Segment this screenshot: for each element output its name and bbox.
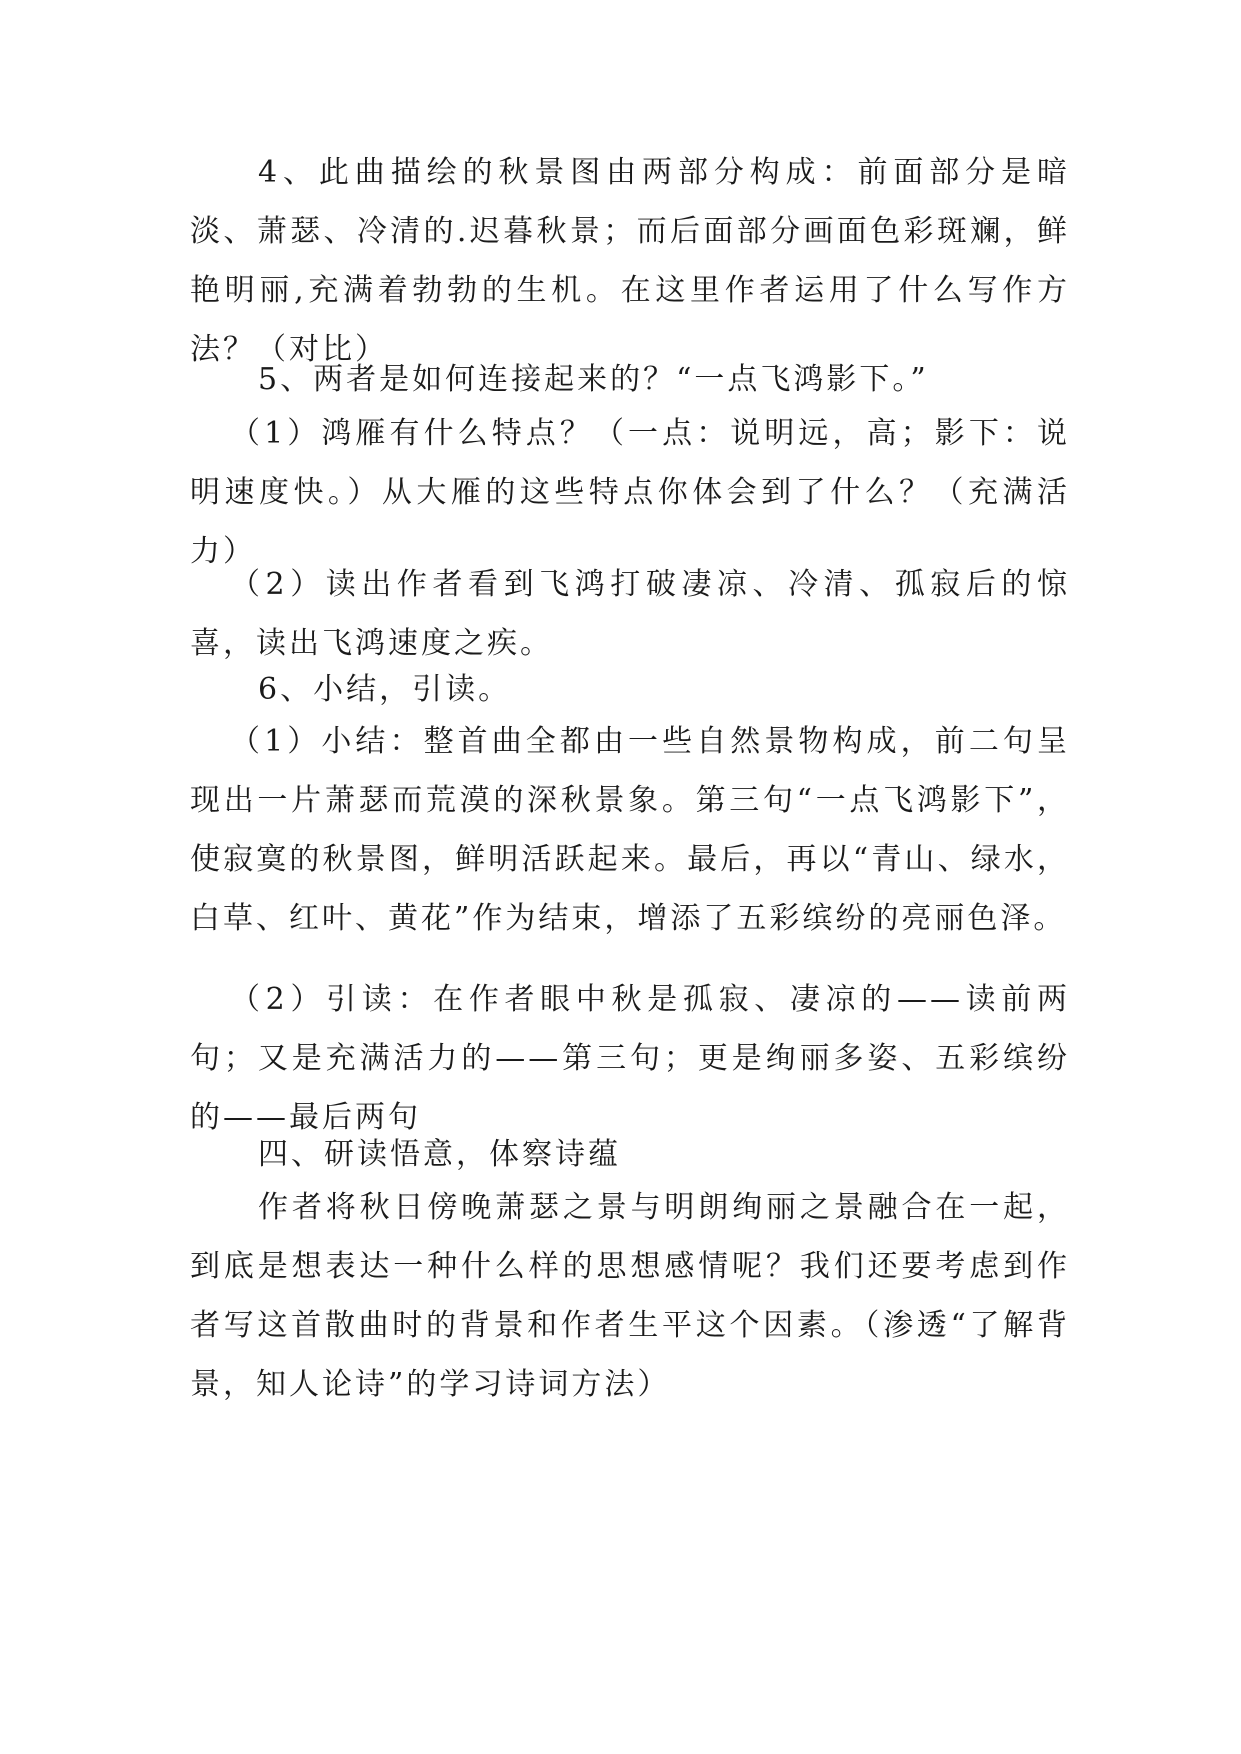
paragraph-question-5: 5、两者是如何连接起来的？“一点飞鸿影下。” (258, 362, 929, 397)
paragraph-5-1: （1）鸿雁有什么特点？（一点：说明远，高；影下：说明速度快。）从大雁的这些特点你体会到了什么？（充满活力） (190, 416, 1070, 569)
paragraph-6-1: （1）小结：整首曲全都由一些自然景物构成，前二句呈现出一片萧瑟而荒漠的深秋景象。第三句“一点飞鸿影下”，使寂寞的秋景图，鲜明活跃起来。最后，再以“青山、绿水，白草、红叶、黄花”作为结束，增添了五彩缤纷的亮丽色泽。 (190, 724, 1070, 936)
paragraph-6-2: （2）引读：在作者眼中秋是孤寂、凄凉的——读前两句；又是充满活力的——第三句；更是绚丽多姿、五彩缤纷的——最后两句 (190, 982, 1070, 1135)
section-heading-4: 四、研读悟意，体察诗蕴 (258, 1137, 621, 1172)
paragraph-question-6: 6、小结，引读。 (258, 672, 512, 707)
paragraph-5-2: （2）读出作者看到飞鸿打破凄凉、冷清、孤寂后的惊喜，读出飞鸿速度之疾。 (190, 567, 1070, 661)
paragraph-section-4-body: 作者将秋日傍晚萧瑟之景与明朗绚丽之景融合在一起，到底是想表达一种什么样的思想感情呢？我们还要考虑到作者写这首散曲时的背景和作者生平这个因素。（渗透“了解背景，知人论诗”的学习诗词方法） (190, 1190, 1070, 1402)
paragraph-question-4: 4、此曲描绘的秋景图由两部分构成：前面部分是暗淡、萧瑟、冷清的.迟暮秋景；而后面部分画面色彩斑斓，鲜艳明丽,充满着勃勃的生机。在这里作者运用了什么写作方法？（对比） (190, 155, 1070, 367)
